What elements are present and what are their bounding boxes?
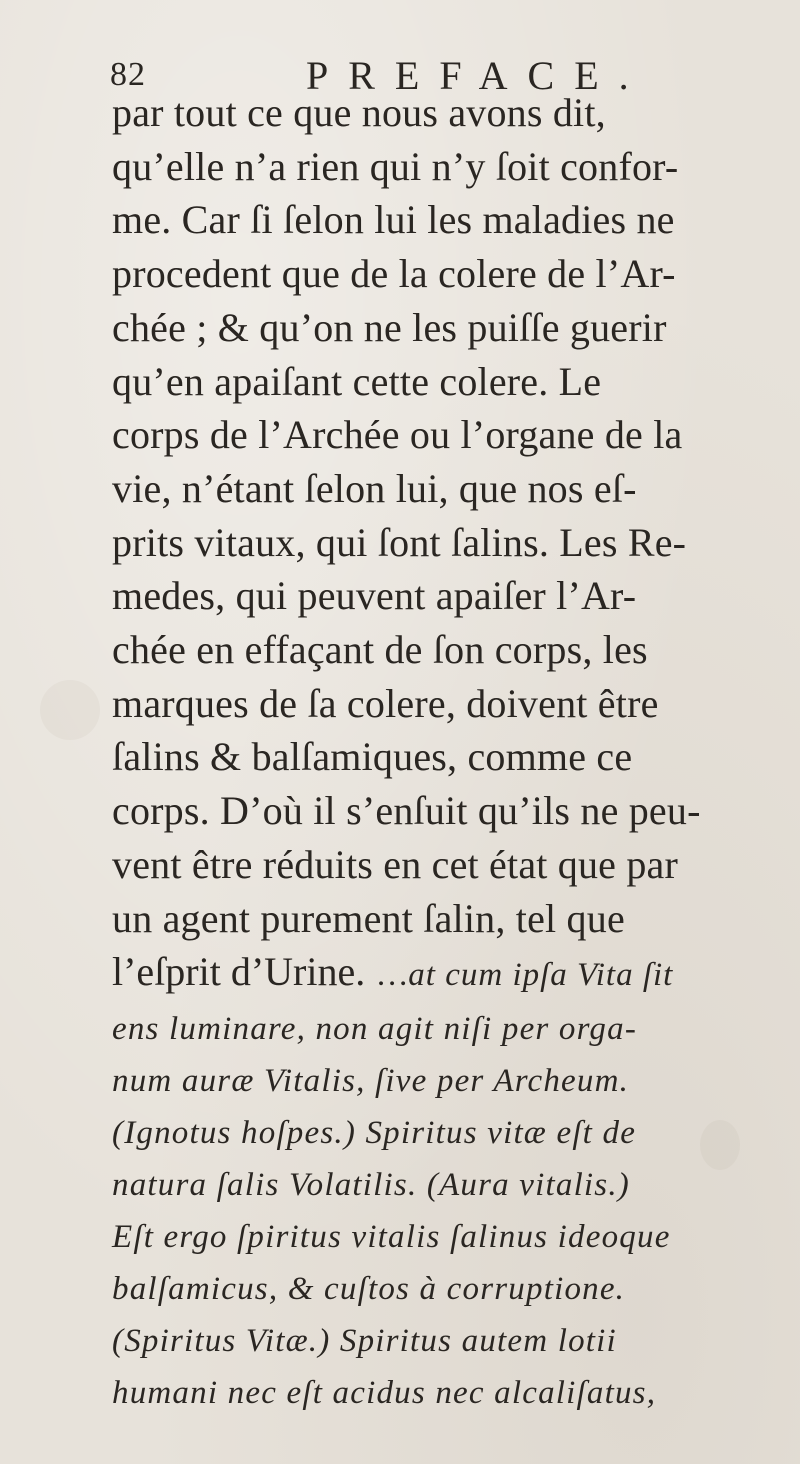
quotation-line: (Ignotus hoſpes.) Spiritus vitæ eſt de [112, 1114, 637, 1151]
text-italic-segment: …at cum ipſa Vita ſit [377, 957, 674, 994]
page-number: 82 [110, 56, 146, 93]
quotation-line: natura ſalis Volatilis. (Aura vitalis.) [112, 1166, 630, 1203]
quotation-line: (Spiritus Vitæ.) Spiritus autem lotii [112, 1322, 617, 1359]
text-line: me. Car ſi ſelon lui les maladies ne [112, 197, 675, 243]
text-line: un agent purement ſalin, tel que [112, 895, 625, 941]
text-line: vie, n’étant ſelon lui, que nos eſ- [112, 465, 637, 511]
paper-stain [40, 680, 100, 740]
text-line: medes, qui peuvent apaiſer l’Ar- [112, 573, 637, 619]
body-text [112, 86, 800, 1419]
text-line: procedent que de la colere de l’Ar- [112, 251, 676, 297]
quotation-line: balſamicus, & cuſtos à corruptione. [112, 1270, 626, 1307]
text-line: ſalins & balſamiques, comme ce [112, 734, 633, 780]
text-line: qu’elle n’a rien qui n’y ſoit confor- [112, 143, 679, 189]
text-line: chée ; & qu’on ne les puiſſe guerir [112, 304, 667, 350]
text-line: corps. D’où il s’enſuit qu’ils ne peu- [112, 788, 701, 834]
quotation-line: num auræ Vitalis, ſive per Archeum. [112, 1062, 630, 1099]
text-line: corps de l’Archée ou l’organe de la [112, 412, 683, 458]
text-line: prits vitaux, qui ſont ſalins. Les Re- [112, 519, 687, 565]
text-line: marques de ſa colere, doivent être [112, 680, 659, 726]
text-line: par tout ce que nous avons dit, [112, 90, 606, 135]
quotation-line: humani nec eſt acidus nec alcaliſatus, [112, 1374, 657, 1411]
text-line: qu’en apaiſant cette colere. Le [112, 358, 602, 404]
text-roman-segment: l’eſprit d’Urine. [112, 949, 366, 995]
quotation-line: ens luminare, non agit niſi per orga- [112, 1010, 638, 1047]
mixed-text-line [112, 945, 800, 1003]
text-line: vent être réduits en cet état que par [112, 841, 679, 887]
text-line: chée en effaçant de ſon corps, les [112, 627, 648, 673]
running-head: PREFACE. [306, 53, 649, 98]
quotation-line: Eſt ergo ſpiritus vitalis ſalinus ideoque [112, 1218, 671, 1255]
